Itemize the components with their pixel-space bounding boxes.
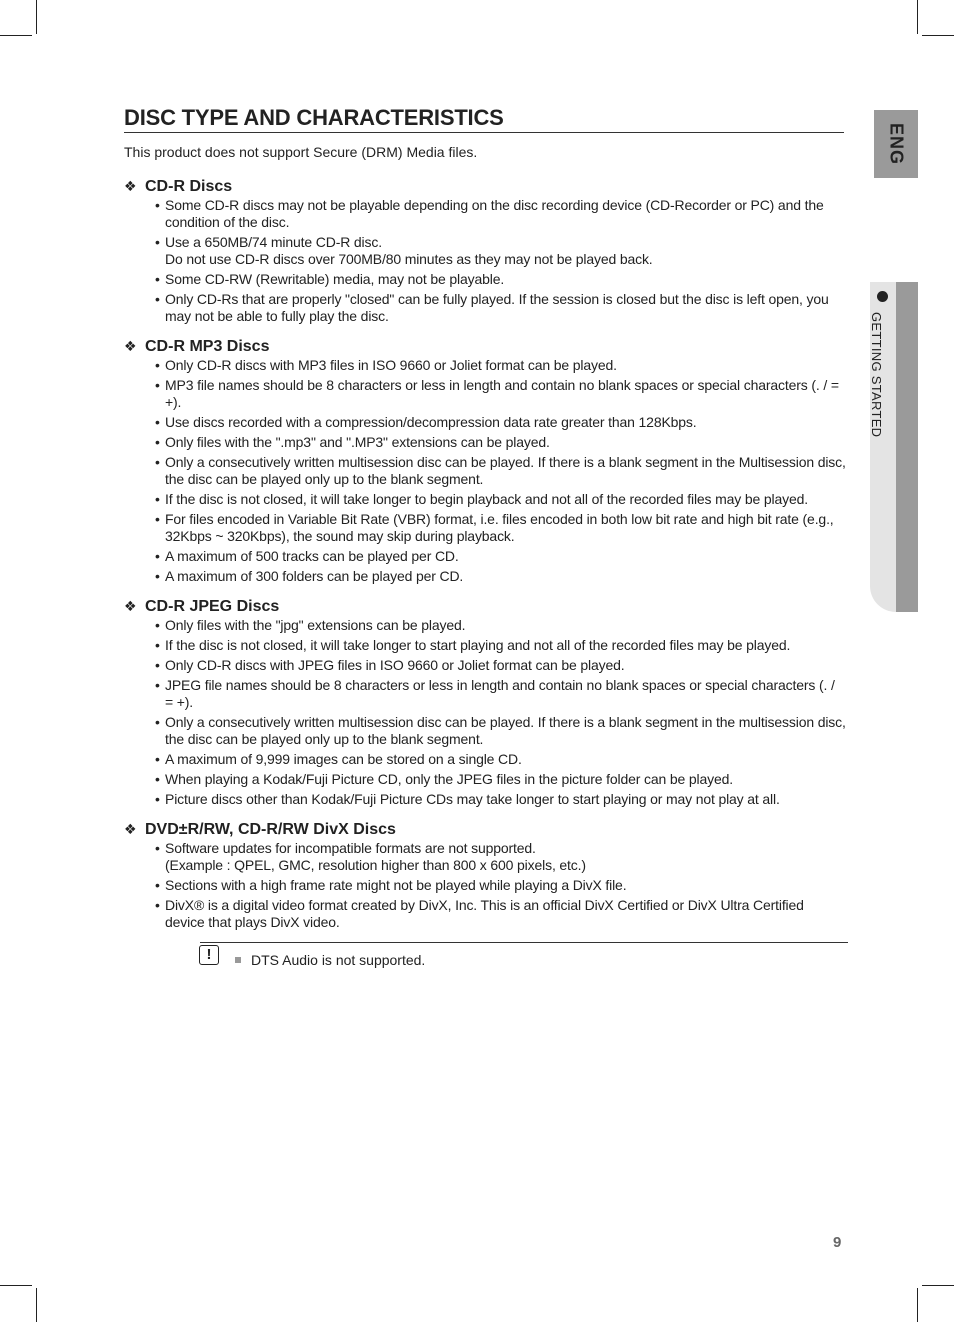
list-item-text: Some CD-RW (Rewritable) media, may not be playable. bbox=[165, 271, 505, 287]
square-bullet-icon bbox=[235, 957, 241, 963]
bullet-icon: • bbox=[155, 751, 160, 767]
bullet-icon: • bbox=[155, 568, 160, 584]
note-divider bbox=[200, 942, 848, 943]
list-item bbox=[155, 617, 846, 634]
list-item bbox=[155, 291, 846, 325]
list-item-text: When playing a Kodak/Fuji Picture CD, only the JPEG files in the picture folder can be played. bbox=[165, 771, 733, 787]
list-item-text: Some CD-R discs may not be playable depending on the disc recording device (CD-Recorder or PC) and the condition of the disc. bbox=[165, 197, 824, 230]
crop-mark bbox=[917, 1288, 918, 1322]
bullet-icon: • bbox=[155, 791, 160, 807]
list-item-text: Sections with a high frame rate might not be played while playing a DivX file. bbox=[165, 877, 627, 893]
diamond-icon: ❖ bbox=[124, 821, 137, 837]
list-item bbox=[155, 840, 846, 874]
intro-text: This product does not support Secure (DRM) Media files. bbox=[124, 144, 478, 160]
list-item-text: Picture discs other than Kodak/Fuji Picture CDs may take longer to start playing or may not play at all. bbox=[165, 791, 780, 807]
list-item-text: Use discs recorded with a compression/decompression data rate greater than 128Kbps. bbox=[165, 414, 697, 430]
list-item-text: For files encoded in Variable Bit Rate (VBR) format, i.e. files encoded in both low bit rate and high bit rate (e.g., 32Kbps ~ 320Kbps), the sound may skip during playback. bbox=[165, 511, 834, 544]
list-item-text: Only a consecutively written multisession disc can be played. If there is a blank segment in the Multisession disc, the disc can be played only up to the blank segment. bbox=[165, 454, 846, 487]
list-item bbox=[155, 637, 846, 654]
list-item-text: Only a consecutively written multisession disc can be played. If there is a blank segment in the multisession disc, the disc can be played only up to the blank segment. bbox=[165, 714, 846, 747]
bullet-icon: • bbox=[155, 657, 160, 673]
list-item bbox=[155, 548, 846, 565]
bullet-icon: • bbox=[155, 377, 160, 393]
section-tab bbox=[870, 282, 918, 612]
page-title: DISC TYPE AND CHARACTERISTICS bbox=[124, 104, 844, 133]
list-item bbox=[155, 511, 846, 545]
bullet-icon: • bbox=[155, 197, 160, 213]
list-item-text: A maximum of 9,999 images can be stored on a single CD. bbox=[165, 751, 522, 767]
list-item bbox=[155, 271, 846, 288]
bullet-icon: • bbox=[155, 840, 160, 856]
crop-mark bbox=[36, 1288, 37, 1322]
list-item bbox=[155, 377, 846, 411]
bullet-icon: • bbox=[155, 677, 160, 693]
list-item bbox=[155, 714, 846, 748]
list-item bbox=[155, 677, 846, 711]
list-item-text: Only files with the ".mp3" and ".MP3" extensions can be played. bbox=[165, 434, 550, 450]
bullet-icon: • bbox=[155, 877, 160, 893]
list-item bbox=[155, 434, 846, 451]
bullet-icon: • bbox=[155, 234, 160, 250]
diamond-icon: ❖ bbox=[124, 178, 137, 194]
list-item bbox=[155, 897, 846, 931]
bullet-icon: • bbox=[155, 434, 160, 450]
bullet-icon: • bbox=[155, 617, 160, 633]
list-item-text: Use a 650MB/74 minute CD-R disc. Do not use CD-R discs over 700MB/80 minutes as they may not be played back. bbox=[165, 234, 653, 267]
crop-mark bbox=[917, 0, 918, 34]
list-item bbox=[155, 657, 846, 674]
crop-mark bbox=[922, 35, 954, 36]
section-tab-edge bbox=[896, 282, 918, 612]
page-number: 9 bbox=[833, 1234, 842, 1251]
list-item bbox=[155, 771, 846, 788]
list-item bbox=[155, 454, 846, 488]
list-item bbox=[155, 357, 846, 374]
section-title bbox=[124, 176, 846, 197]
bullet-icon: • bbox=[155, 491, 160, 507]
section-title-text: CD-R Discs bbox=[145, 178, 233, 195]
bullet-icon: • bbox=[155, 714, 160, 730]
list-item bbox=[155, 491, 846, 508]
crop-mark bbox=[0, 35, 32, 36]
crop-mark bbox=[922, 1285, 954, 1286]
section-title bbox=[124, 819, 846, 840]
list-item-text: Only files with the "jpg" extensions can be played. bbox=[165, 617, 466, 633]
section-title bbox=[124, 336, 846, 357]
list-item bbox=[155, 414, 846, 431]
list-item-text: Only CD-R discs with MP3 files in ISO 9660 or Joliet format can be played. bbox=[165, 357, 617, 373]
diamond-icon: ❖ bbox=[124, 338, 137, 354]
list-item bbox=[155, 791, 846, 808]
section-title bbox=[124, 596, 846, 617]
note-text: DTS Audio is not supported. bbox=[251, 952, 426, 968]
list-item-text: A maximum of 300 folders can be played per CD. bbox=[165, 568, 464, 584]
sections-container bbox=[124, 172, 846, 942]
bullet-icon: • bbox=[155, 291, 160, 307]
bullet-icon: • bbox=[155, 414, 160, 430]
crop-mark bbox=[0, 1285, 32, 1286]
bullet-list bbox=[124, 197, 846, 325]
list-item bbox=[155, 568, 846, 585]
section-title-text: CD-R MP3 Discs bbox=[145, 338, 270, 355]
list-item bbox=[155, 197, 846, 231]
section bbox=[124, 176, 846, 325]
bullet-icon: • bbox=[155, 271, 160, 287]
dot-icon bbox=[877, 291, 888, 302]
note-icon: ! bbox=[199, 945, 219, 965]
list-item-text: Only CD-Rs that are properly "closed" can be fully played. If the session is closed but the disc is left open, you may not be able to fully play the disc. bbox=[165, 291, 829, 324]
section-title-text: DVD±R/RW, CD-R/RW DivX Discs bbox=[145, 821, 396, 838]
bullet-icon: • bbox=[155, 637, 160, 653]
section bbox=[124, 596, 846, 808]
diamond-icon: ❖ bbox=[124, 598, 137, 614]
list-item-text: DivX® is a digital video format created by DivX, Inc. This is an official DivX Certified or DivX Ultra Certified device that plays DivX video. bbox=[165, 897, 804, 930]
bullet-icon: • bbox=[155, 897, 160, 913]
list-item-text: If the disc is not closed, it will take longer to start playing and not all of the recorded files may be played. bbox=[165, 637, 791, 653]
list-item-text: MP3 file names should be 8 characters or less in length and contain no blank spaces or special characters (. / = +). bbox=[165, 377, 839, 410]
bullet-list bbox=[124, 617, 846, 808]
list-item-text: Only CD-R discs with JPEG files in ISO 9660 or Joliet format can be played. bbox=[165, 657, 625, 673]
bullet-list bbox=[124, 840, 846, 931]
bullet-icon: • bbox=[155, 454, 160, 470]
language-tab bbox=[874, 110, 918, 178]
section-title-text: CD-R JPEG Discs bbox=[145, 598, 280, 615]
list-item bbox=[155, 234, 846, 268]
list-item bbox=[155, 877, 846, 894]
crop-mark bbox=[36, 0, 37, 34]
bullet-icon: • bbox=[155, 357, 160, 373]
section-tab-label: GETTING STARTED bbox=[869, 312, 884, 438]
section bbox=[124, 819, 846, 931]
list-item-text: If the disc is not closed, it will take longer to begin playback and not all of the recorded files may be played. bbox=[165, 491, 808, 507]
list-item-text: JPEG file names should be 8 characters or less in length and contain no blank spaces or special characters (. / = +). bbox=[165, 677, 835, 710]
bullet-icon: • bbox=[155, 548, 160, 564]
list-item-text: A maximum of 500 tracks can be played per CD. bbox=[165, 548, 459, 564]
bullet-list bbox=[124, 357, 846, 585]
bullet-icon: • bbox=[155, 511, 160, 527]
list-item-text: Software updates for incompatible formats are not supported. (Example : QPEL, GMC, resolution higher than 800 x 600 pixels, etc.) bbox=[165, 840, 586, 873]
list-item bbox=[155, 751, 846, 768]
bullet-icon: • bbox=[155, 771, 160, 787]
section bbox=[124, 336, 846, 585]
language-tab-label: ENG bbox=[886, 122, 907, 166]
